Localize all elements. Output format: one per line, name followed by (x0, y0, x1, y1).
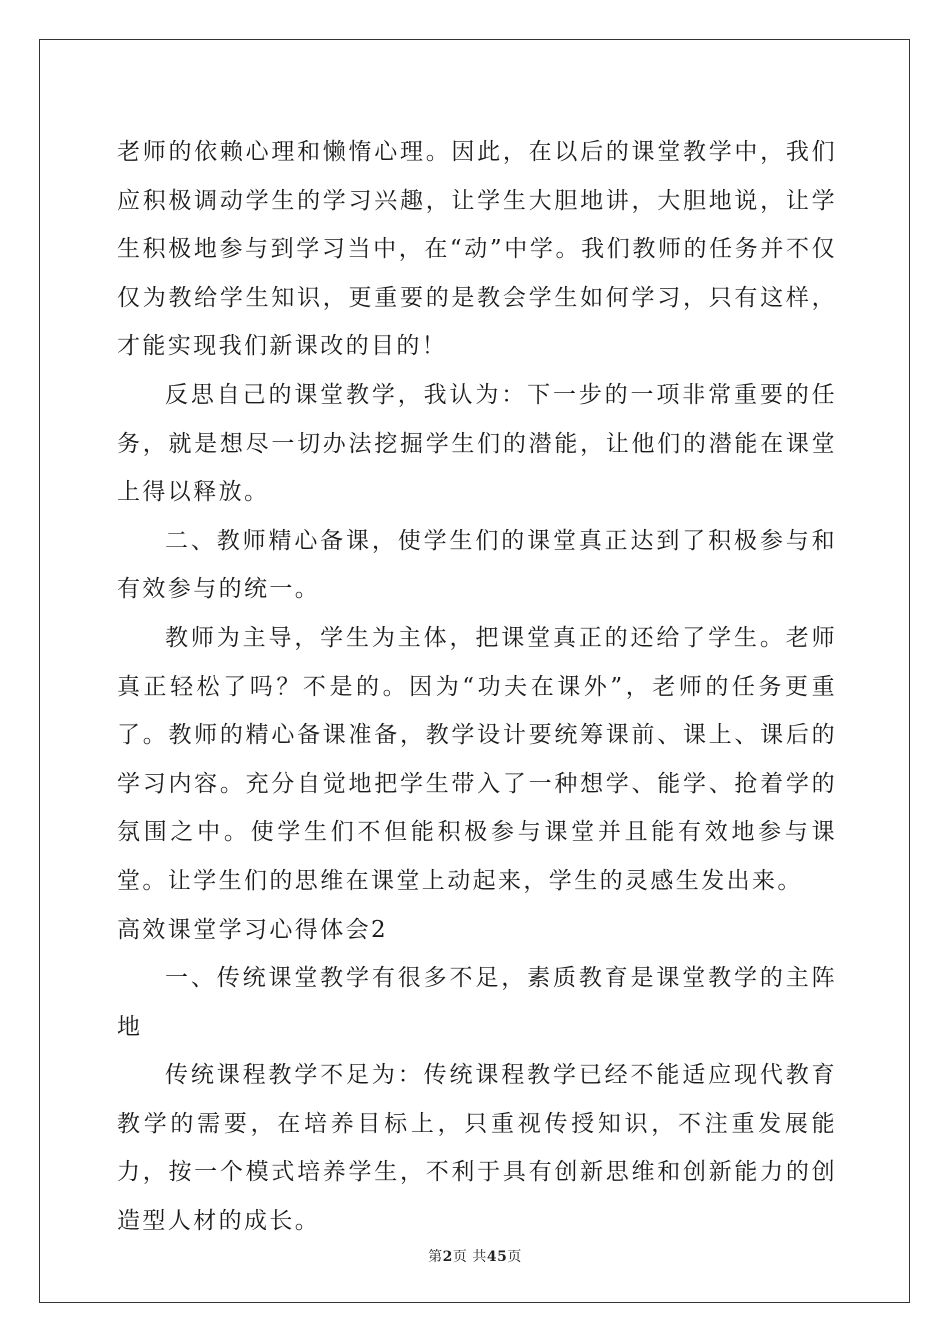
current-page-number: 2 (442, 1249, 453, 1265)
paragraph: 教师为主导，学生为主体，把课堂真正的还给了学生。老师真正轻松了吗？不是的。因为“功夫在课外”，老师的任务更重了。教师的精心备课准备，教学设计要统筹课前、课上、课后的学习内容。充分自觉地把学生带入了一种想学、能学、抢着学的氛围之中。使学生们不但能积极参与课堂并且能有效地参与课堂。让学生们的思维在课堂上动起来，学生的灵感生发出来。 (117, 624, 837, 894)
paragraph: 一、传统课堂教学有很多不足，素质教育是课堂教学的主阵地 (117, 965, 837, 1040)
total-page-count: 45 (486, 1249, 508, 1265)
footer-prefix: 第 (428, 1249, 443, 1265)
section-title: 高效课堂学习心得体会2 (117, 916, 389, 943)
footer-suffix: 页 (507, 1249, 522, 1265)
paragraph: 传统课程教学不足为：传统课程教学已经不能适应现代教育教学的需要，在培养目标上，只重视传授知识，不注重发展能力，按一个模式培养学生，不利于具有创新思维和创新能力的创造型人材的成长。 (117, 1062, 837, 1235)
footer-middle: 页 共 (452, 1249, 487, 1265)
paragraph: 二、教师精心备课，使学生们的课堂真正达到了积极参与和有效参与的统一。 (117, 527, 837, 603)
paragraph: 老师的依赖心理和懒惰心理。因此，在以后的课堂教学中，我们应积极调动学生的学习兴趣，让学生大胆地讲，大胆地说，让学生积极地参与到学习当中，在“动”中学。我们教师的任务并不仅仅为教给学生知识，更重要的是教会学生如何学习，只有这样，才能实现我们新课改的目的！ (117, 139, 837, 360)
page-footer (0, 1246, 950, 1266)
paragraph: 反思自己的课堂教学，我认为：下一步的一项非常重要的任务，就是想尽一切办法挖掘学生们的潜能，让他们的潜能在课堂上得以释放。 (117, 381, 837, 506)
document-body (117, 128, 837, 1246)
